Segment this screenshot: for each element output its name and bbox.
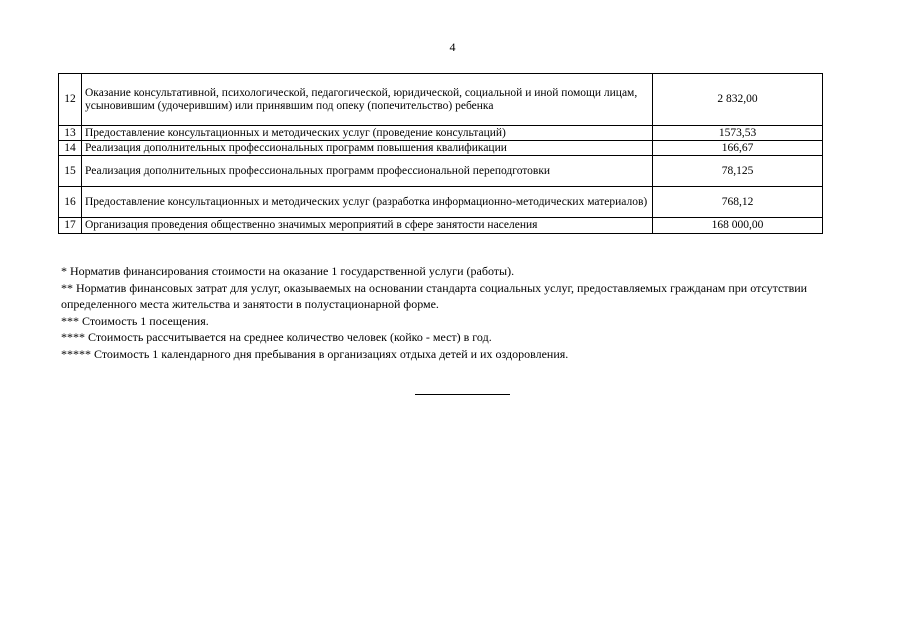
- table-row: [59, 218, 823, 234]
- table-row: [59, 74, 823, 126]
- cost-value: 78,125: [653, 156, 823, 187]
- services-table: [58, 73, 823, 234]
- table-row: [59, 156, 823, 187]
- cost-value: 168 000,00: [653, 218, 823, 234]
- footnotes: [61, 263, 836, 362]
- footnote: *** Стоимость 1 посещения.: [61, 313, 209, 328]
- row-number: 14: [59, 141, 82, 156]
- row-number: 15: [59, 156, 82, 187]
- footnote: * Норматив финансирования стоимости на оказание 1 государственной услуги (работы).: [61, 264, 515, 278]
- footnote: ***** Стоимость 1 календарного дня пребывания в организациях отдыха детей и их оздоровления.: [61, 346, 569, 361]
- service-name: Предоставление консультационных и методических услуг (проведение консультаций): [82, 126, 653, 141]
- row-number: 13: [59, 126, 82, 141]
- table-row: [59, 126, 823, 141]
- cost-value: 768,12: [653, 187, 823, 218]
- footnote: ** Норматив финансовых затрат для услуг, оказываемых на основании стандарта социальных услуг, предоставляемых гражданам при отсутствии определенного места жительства и занятости в полустационарной форме.: [61, 280, 808, 311]
- cost-value: 1573,53: [653, 126, 823, 141]
- row-number: 12: [59, 74, 82, 126]
- service-name: Предоставление консультационных и методических услуг (разработка информационно-методических материалов): [82, 187, 653, 218]
- row-number: 16: [59, 187, 82, 218]
- page-number: 4: [449, 40, 456, 54]
- table-row: [59, 141, 823, 156]
- cost-value: 166,67: [653, 141, 823, 156]
- service-name: Реализация дополнительных профессиональных программ профессиональной переподготовки: [82, 156, 653, 187]
- row-number: 17: [59, 218, 82, 234]
- end-divider: [415, 394, 510, 395]
- service-name: Оказание консультативной, психологической, педагогической, юридической, социальной и иной помощи лицам, усыновившим (удочерившим) или принявшим под опеку (попечительство) ребенка: [82, 74, 653, 126]
- cost-value: 2 832,00: [653, 74, 823, 126]
- table-row: [59, 187, 823, 218]
- service-name: Реализация дополнительных профессиональных программ повышения квалификации: [82, 141, 653, 156]
- footnote: **** Стоимость рассчитывается на среднее количество человек (койко - мест) в год.: [61, 330, 492, 344]
- service-name: Организация проведения общественно значимых мероприятий в сфере занятости населения: [82, 218, 653, 234]
